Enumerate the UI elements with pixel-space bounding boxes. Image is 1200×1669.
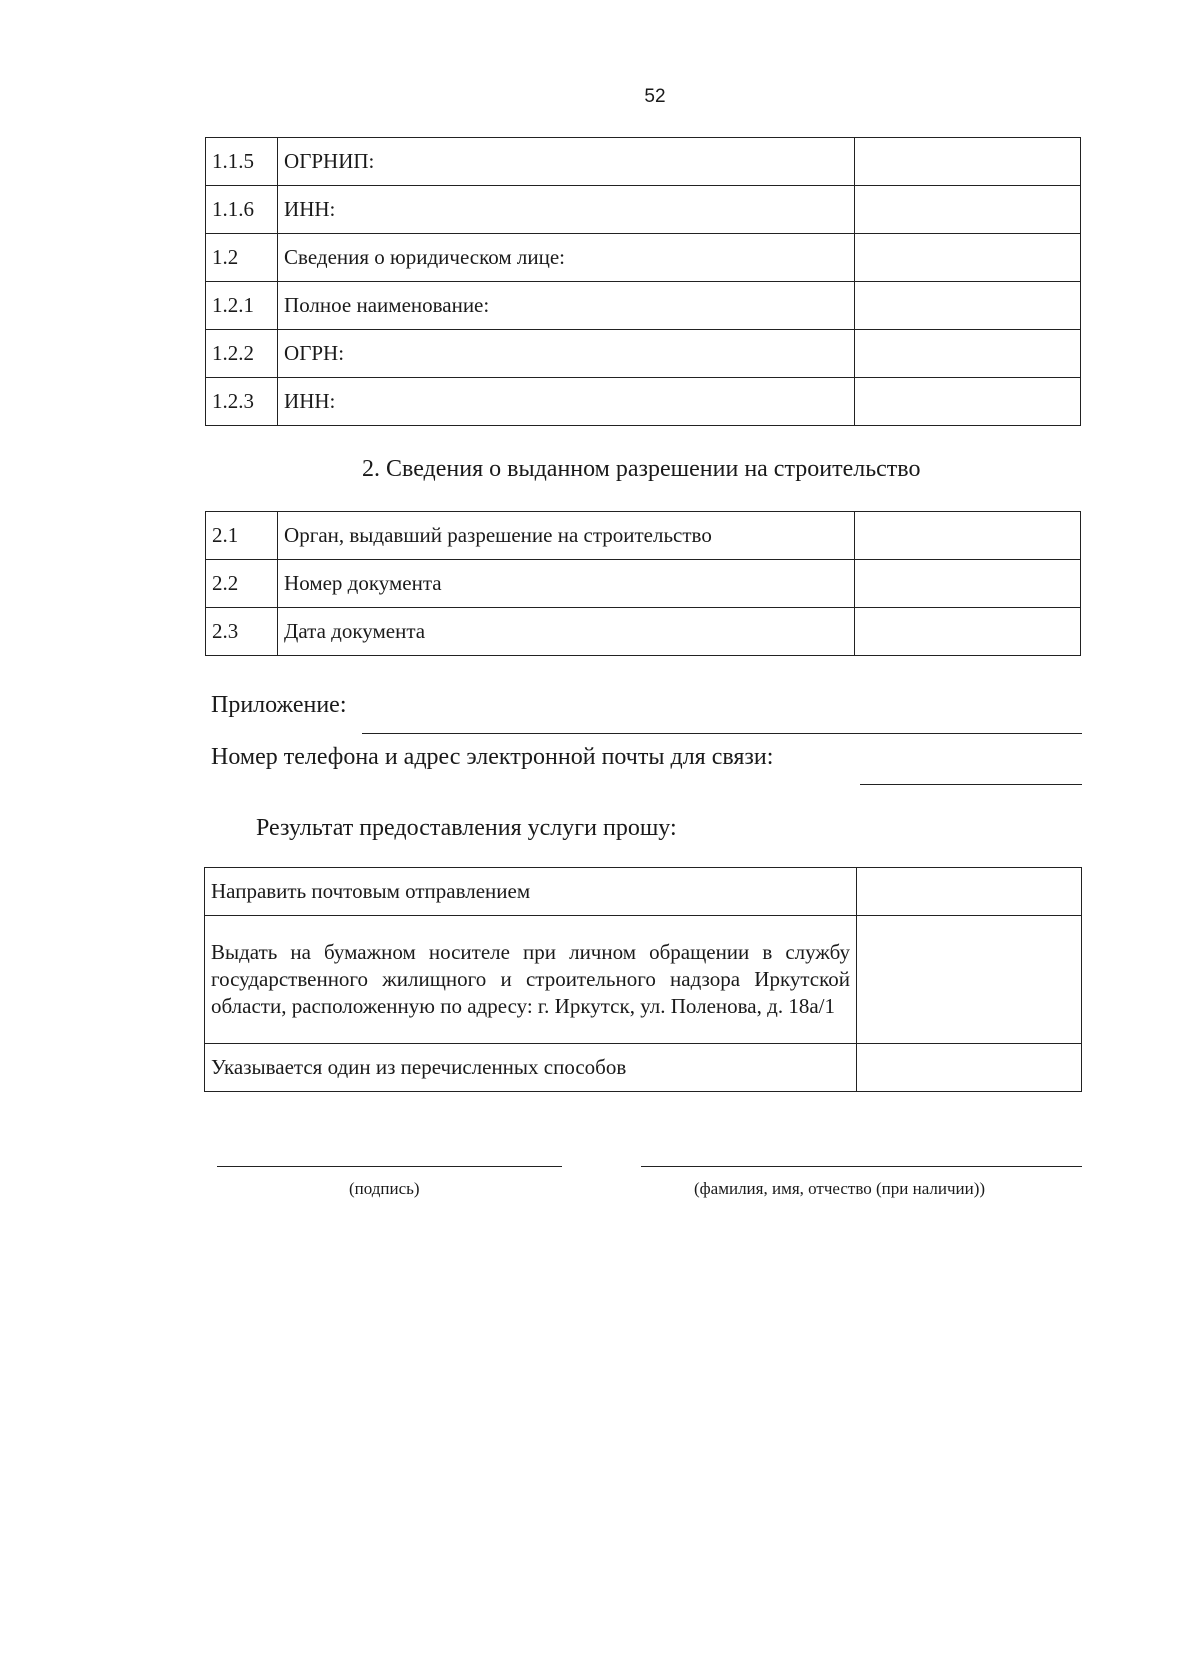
table-row <box>206 138 1081 186</box>
document-date-value-field[interactable] <box>854 608 1080 656</box>
table-row <box>206 234 1081 282</box>
row-number: 1.2 <box>206 234 278 282</box>
signature-caption: (подпись) <box>349 1179 420 1198</box>
section-2-heading: 2. Сведения о выданном разрешении на строительство <box>362 456 921 482</box>
issuing-authority-value-field[interactable] <box>854 512 1080 560</box>
row-number: 1.2.2 <box>206 330 278 378</box>
row-label: ИНН: <box>278 378 854 426</box>
row-label: ОГРН: <box>278 330 854 378</box>
full-name-line-field[interactable] <box>641 1166 1082 1167</box>
attachment-line-field[interactable] <box>362 733 1082 734</box>
ogrn-value-field[interactable] <box>854 330 1080 378</box>
delivery-method-table <box>204 867 1082 1092</box>
table-row <box>205 868 1082 916</box>
table-row <box>206 512 1081 560</box>
row-label: Дата документа <box>278 608 854 656</box>
table-row <box>206 608 1081 656</box>
entity-inn-value-field[interactable] <box>854 378 1080 426</box>
signature-line-field[interactable] <box>217 1166 562 1167</box>
row-number: 1.2.1 <box>206 282 278 330</box>
table-row <box>206 282 1081 330</box>
contact-label: Номер телефона и адрес электронной почты для связи: <box>211 744 774 770</box>
full-name-value-field[interactable] <box>854 282 1080 330</box>
row-label: ОГРНИП: <box>278 138 854 186</box>
legal-entity-value-field[interactable] <box>854 234 1080 282</box>
delivery-option-note: Указывается один из перечисленных способов <box>205 1044 857 1092</box>
table-row <box>206 378 1081 426</box>
page-number: 52 <box>644 86 666 107</box>
permit-details-table <box>205 511 1081 656</box>
row-number: 1.2.3 <box>206 378 278 426</box>
delivery-option-label: Выдать на бумажном носителе при личном обращении в службу государственного жилищного и строительного надзора Иркутской области, расположенную по адресу: г. Иркутск, ул. Поленова, д. 18а/1 <box>205 916 857 1044</box>
delivery-note-cell <box>857 1044 1082 1092</box>
postal-delivery-checkbox-cell[interactable] <box>857 868 1082 916</box>
row-number: 1.1.5 <box>206 138 278 186</box>
row-label: ИНН: <box>278 186 854 234</box>
inn-value-field[interactable] <box>854 186 1080 234</box>
row-number: 1.1.6 <box>206 186 278 234</box>
table-row <box>205 916 1082 1044</box>
row-label: Полное наименование: <box>278 282 854 330</box>
table-row <box>205 1044 1082 1092</box>
table-row <box>206 186 1081 234</box>
in-person-delivery-checkbox-cell[interactable] <box>857 916 1082 1044</box>
row-label: Орган, выдавший разрешение на строительство <box>278 512 854 560</box>
ogrnip-value-field[interactable] <box>854 138 1080 186</box>
contact-line-field[interactable] <box>860 784 1082 785</box>
attachment-label: Приложение: <box>211 692 347 718</box>
result-label: Результат предоставления услуги прошу: <box>256 815 677 841</box>
document-number-value-field[interactable] <box>854 560 1080 608</box>
row-label: Сведения о юридическом лице: <box>278 234 854 282</box>
row-number: 2.2 <box>206 560 278 608</box>
applicant-details-table <box>205 137 1081 426</box>
table-row <box>206 330 1081 378</box>
table-row <box>206 560 1081 608</box>
delivery-option-label: Направить почтовым отправлением <box>205 868 857 916</box>
row-number: 2.3 <box>206 608 278 656</box>
row-label: Номер документа <box>278 560 854 608</box>
full-name-caption: (фамилия, имя, отчество (при наличии)) <box>694 1179 986 1198</box>
row-number: 2.1 <box>206 512 278 560</box>
